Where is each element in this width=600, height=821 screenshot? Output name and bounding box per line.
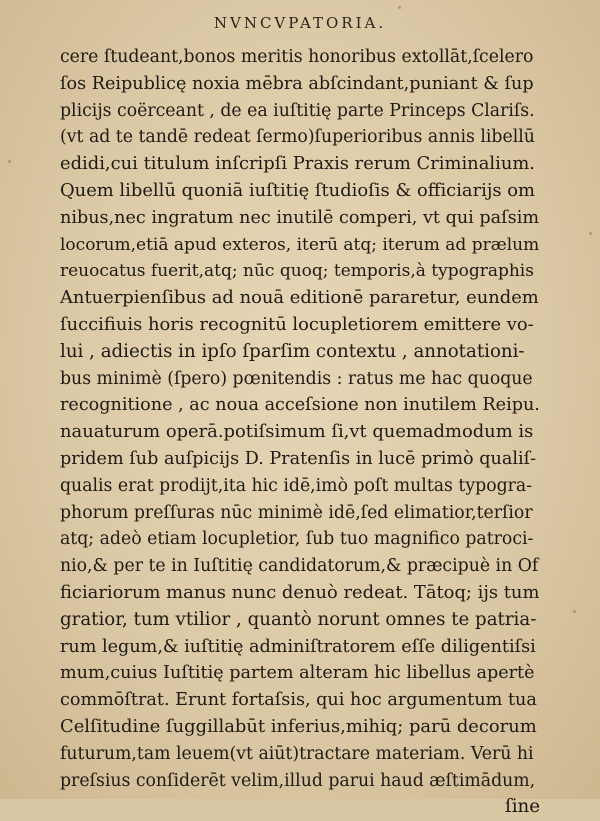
text-line: ficiariorum manus nunc denuò redeat. Tātoq; ijs tum [60,581,540,603]
text-line: ſos Reipublicę noxia mēbra abſcindant,puniant & ſup [60,73,534,94]
text-line: gratior, tum vtilior , quantò norunt omnes te patria- [60,608,537,630]
running-head: NVNCVPATORIA. [213,14,387,32]
text-line: futurum,tam leuem(vt aiūt)tractare materiam. Verū hi [60,743,534,764]
text-line: plicijs coërceant , de ea iuſtitię parte Princeps Clariſs. [60,100,535,121]
text-line: rum legum,& iuſtitię adminiſtratorem eſſe diligentiſsi [60,636,536,657]
catchword: ſine [504,796,540,818]
paper-speck [589,232,592,235]
text-line: recognitione , ac noua acceſsione non inutilem Reipu. [60,395,540,416]
text-line: (vt ad te tandē redeat ſermo)ſuperioribus annis libellū [60,127,535,148]
text-line: nibus,nec ingratum nec inutilē comperi, vt qui paſsim [60,207,540,228]
paper-speck [398,6,401,9]
text-line: ſuccifiuis horis recognitū locupletiorem emittere vo- [60,313,534,335]
text-line: qualis erat prodijt,ita hic idē,imò poſt multas typogra- [60,475,533,496]
text-line: mum,cuius Iuſtitię partem alteram hic libellus apertè [60,663,535,684]
text-line: commōſtrat. Erunt fortaſsis, qui hoc argumentum tua [60,690,537,711]
paper-speck [573,610,576,613]
text-line: pridem ſub auſpicijs D. Pratenſis in lucē primò qualiſ- [60,448,537,469]
text-line: Antuerpienſibus ad nouā editionē pararetur, eundem [60,287,539,309]
text-line: preſsius conſiderēt velim,illud parui haud æſtimādum, [60,770,536,791]
text-line: lui , adiectis in ipſo ſparſim contextu , annotationi- [60,340,525,362]
text-line: edidi,cui titulum inſcripſi Praxis rerum Criminalium. [60,153,535,175]
text-line: Celſitudine ſuggillabūt inferius,mihiq; parū decorum [60,715,537,737]
text-line: cere ſtudeant,bonos meritis honoribus extollāt,ſcelero [60,47,534,67]
body-text [60,44,540,821]
text-line: nio,& per te in Iuſtitię candidatorum,& præcipuè in Of [60,556,539,577]
text-line: nauaturum operā.potiſsimum ſi,vt quemadmodum is [60,421,534,443]
paper-speck [8,160,11,163]
text-line: reuocatus fuerit,atq; nūc quoq; temporis,à typographis [60,261,534,282]
text-line: bus minimè (ſpero) pœnitendis : ratus me hac quoque [60,368,533,389]
text-line: atq; adeò etiam locupletior, ſub tuo magnifico patroci- [60,529,534,550]
text-line: locorum,etiā apud exteros, iterū atq; iterum ad prælum [60,234,540,255]
text-line: phorum preſſuras nūc minimè idē,ſed elimatior,terſior [60,502,533,523]
text-line: Quem libellū quoniā iuſtitię ſtudioſis & officiarijs om [60,179,536,201]
